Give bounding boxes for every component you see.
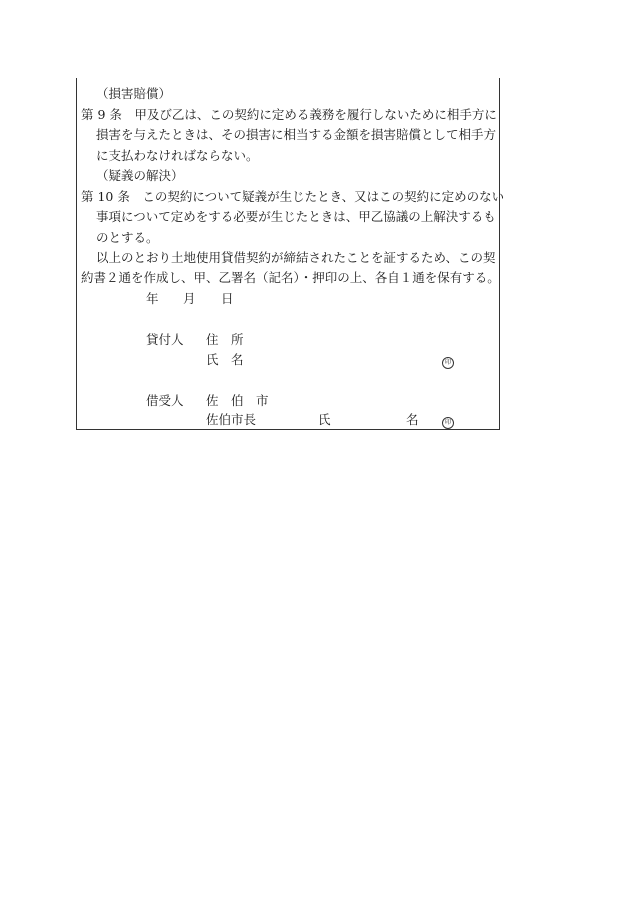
borrower-seal-icon: 印 — [442, 417, 454, 429]
closing-line-2: 約書２通を作成し、甲、乙署名（記名）・押印の上、各自１通を保有する。 — [81, 270, 500, 285]
lender-name-label: 氏 名 — [206, 352, 244, 367]
article9-line-1: 第 9 条 甲及び乙は、この契約に定める義務を履行しないために相手方に — [81, 107, 497, 122]
lender-address-label: 住 所 — [206, 332, 244, 347]
closing-line-1: 以上のとおり土地使用貸借契約が締結されたことを証するため、この契 — [96, 250, 496, 265]
article10-line-1: 第 10 条 この契約について疑義が生じたとき、又はこの契約に定めのない — [81, 189, 505, 204]
borrower-role: 借受人 — [146, 393, 184, 408]
lender-seal-mark — [442, 354, 454, 369]
borrower-org: 佐 伯 市 — [206, 393, 269, 408]
article9-caption: （損害賠償） — [96, 86, 172, 101]
borrower-name-label-1: 氏 — [318, 412, 331, 427]
article10-caption: （疑義の解決） — [96, 168, 184, 183]
date-day-label: 日 — [221, 291, 234, 306]
article9-line-3: に支払わなければならない。 — [96, 148, 259, 163]
article10-line-2: 事項について定めをする必要が生じたときは、甲乙協議の上解決するも — [96, 209, 496, 224]
date-month-label: 月 — [183, 291, 196, 306]
lender-seal-icon: 印 — [442, 357, 454, 369]
lender-role: 貸付人 — [146, 332, 184, 347]
borrower-seal-mark — [442, 414, 454, 429]
borrower-title: 佐伯市長 — [206, 412, 257, 427]
date-year-label: 年 — [146, 291, 159, 306]
article10-line-3: のとする。 — [96, 230, 159, 245]
article9-line-2: 損害を与えたときは、その損害に相当する金額を損害賠償として相手方 — [96, 127, 497, 142]
borrower-name-label-2: 名 — [406, 412, 419, 427]
